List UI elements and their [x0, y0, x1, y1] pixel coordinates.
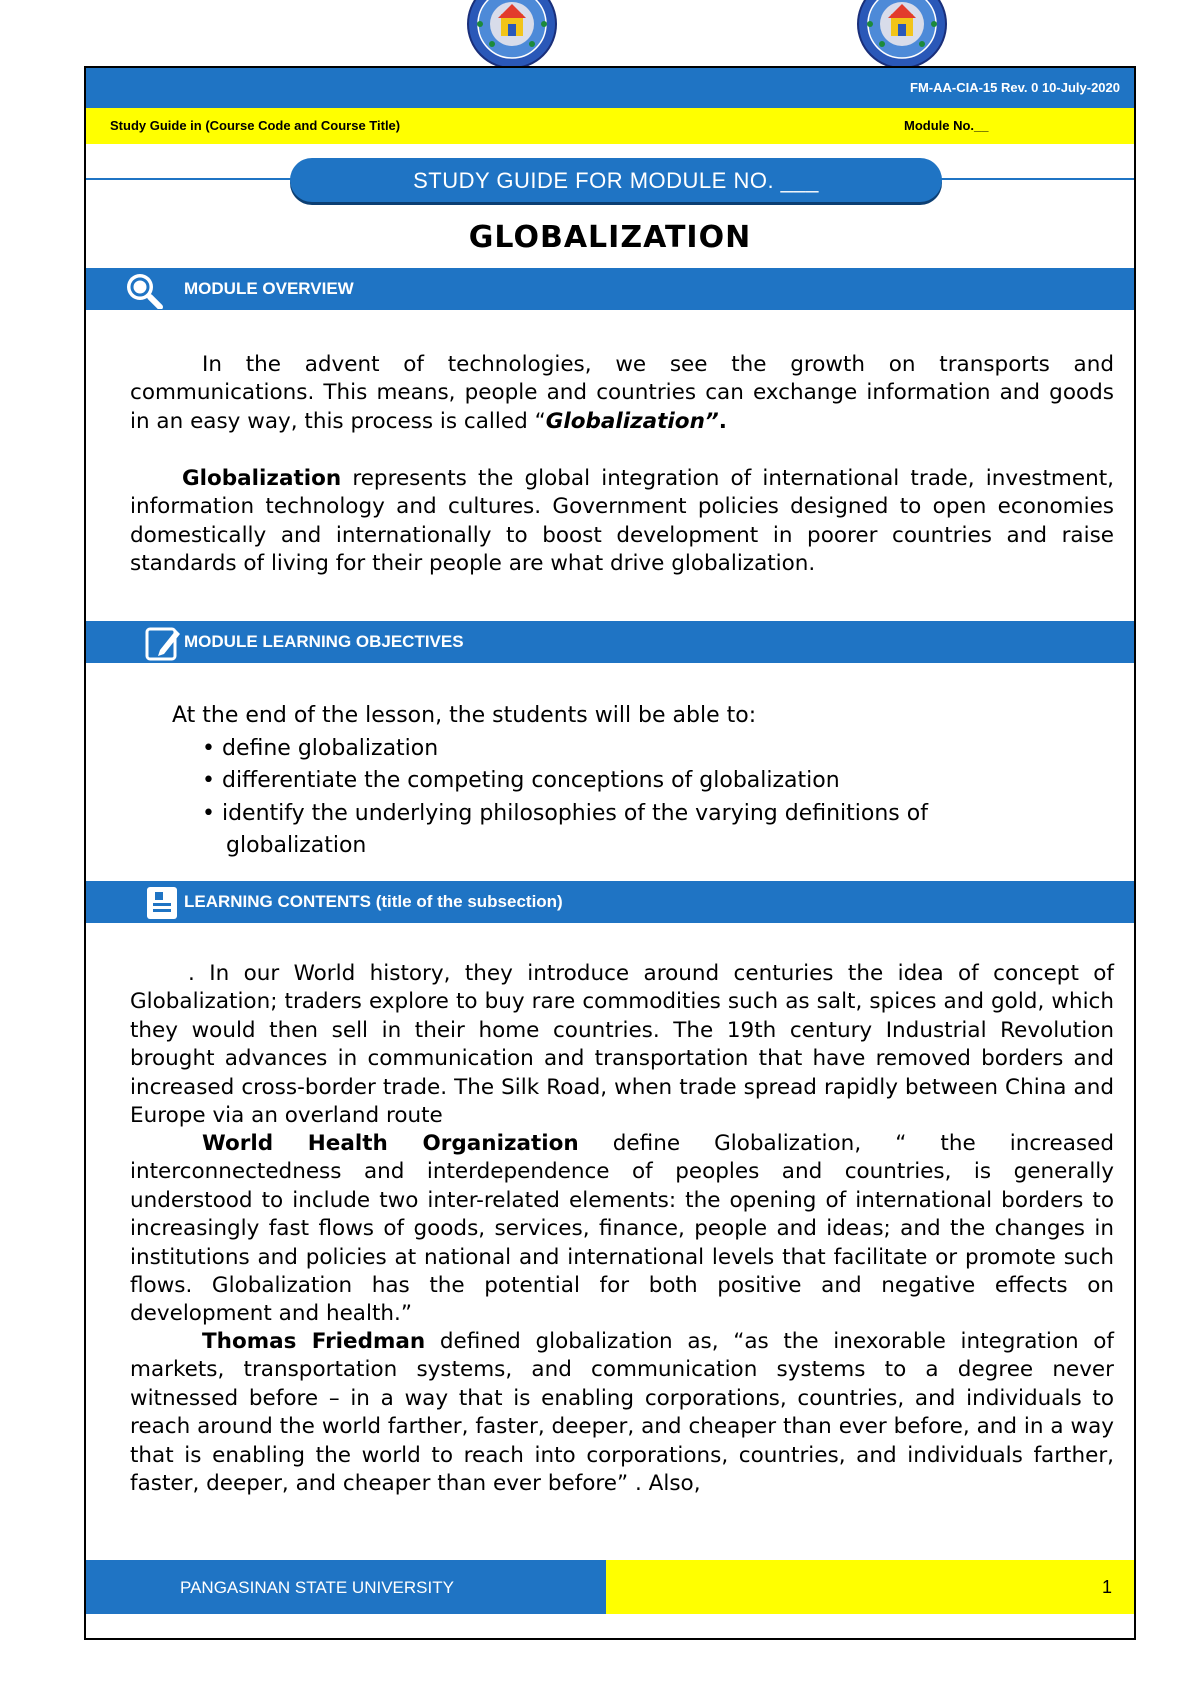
objective-item-2: • differentiate the competing conceptions of globalization — [202, 768, 840, 793]
objectives-heading: MODULE LEARNING OBJECTIVES — [184, 632, 464, 651]
objective-item-3: • identify the underlying philosophies of the varying definitions of — [202, 801, 928, 826]
objectives-section-bar — [86, 621, 1134, 663]
objective-item-1: • define globalization — [202, 736, 439, 761]
overview-paragraph-2: Globalization represents the global integration of international trade, investment, information technology and cultures. Government policies designed to open economies domestically and internationally to boost development in poorer countries and raise standards of living for their people are what drive globalization. — [130, 466, 1114, 577]
footer-university: PANGASINAN STATE UNIVERSITY — [180, 1578, 454, 1597]
contents-heading: LEARNING CONTENTS (title of the subsection) — [184, 892, 563, 911]
university-seal-icon-left — [462, 0, 562, 68]
module-banner-text: STUDY GUIDE FOR MODULE NO. ___ — [413, 168, 819, 193]
study-guide-label: Study Guide in (Course Code and Course Title) — [110, 118, 401, 133]
overview-paragraph-1: In the advent of technologies, we see the growth on transports and communications. This means, people and countries can exchange information and goods in an easy way, this process is called “Globalization”. — [130, 352, 1114, 434]
footer-yellow-bar — [606, 1560, 1134, 1614]
module-no-label: Module No.__ — [904, 118, 989, 133]
document-icon — [144, 884, 182, 926]
contents-paragraph-1: . In our World history, they introduce around centuries the idea of concept of Globalization; traders explore to buy rare commodities such as salt, spices and gold, which they would then sell in their home countries. The 19th century Industrial Revolution brought advances in communication and transportation that have removed borders and increased cross-border trade. The Silk Road, when trade spread rapidly between China and Europe via an overland route — [130, 961, 1114, 1129]
bullet: • — [202, 736, 215, 761]
university-seal-icon-right — [852, 0, 952, 68]
banner-line-right — [936, 178, 1134, 180]
banner-line-left — [86, 178, 296, 180]
magnifier-icon — [124, 271, 164, 313]
module-banner — [290, 158, 942, 202]
contents-section-bar — [86, 881, 1134, 923]
header-blue-bar — [86, 68, 1134, 108]
page-number: 1 — [1101, 1577, 1112, 1597]
footer-blue-bar — [86, 1560, 606, 1614]
bullet: • — [202, 768, 215, 793]
contents-paragraph-2: World Health Organization define Globalization, “ the increased interconnectedness and interdependence of peoples and countries, is generally understood to include two inter-related elements: the opening of international borders to increasingly fast flows of goods, services, finance, people and ideas; and the changes in institutions and policies at national and international levels that facilitate or promote such flows. Globalization has the potential for both positive and negative effects on development and health.” — [130, 1131, 1114, 1327]
overview-heading: MODULE OVERVIEW — [184, 279, 354, 298]
form-code: FM-AA-CIA-15 Rev. 0 10-July-2020 — [910, 80, 1120, 95]
objectives-intro: At the end of the lesson, the students will be able to: — [172, 703, 757, 728]
contents-paragraph-3: Thomas Friedman defined globalization as, “as the inexorable integration of markets, transportation systems, and communication systems to a degree never witnessed before – in a way that is enabling corporations, countries, and individuals to reach around the world farther, faster, deeper, and cheaper than ever before, and in a way that is enabling the world to reach into corporations, countries, and individuals farther, faster, deeper, and cheaper than ever before” . Also, — [130, 1329, 1114, 1497]
objective-item-3-continued: globalization — [226, 833, 367, 858]
bullet: • — [202, 801, 215, 826]
pencil-note-icon — [144, 624, 182, 666]
page-title: GLOBALIZATION — [468, 220, 752, 255]
overview-section-bar — [86, 268, 1134, 310]
header-yellow-bar — [86, 108, 1134, 144]
